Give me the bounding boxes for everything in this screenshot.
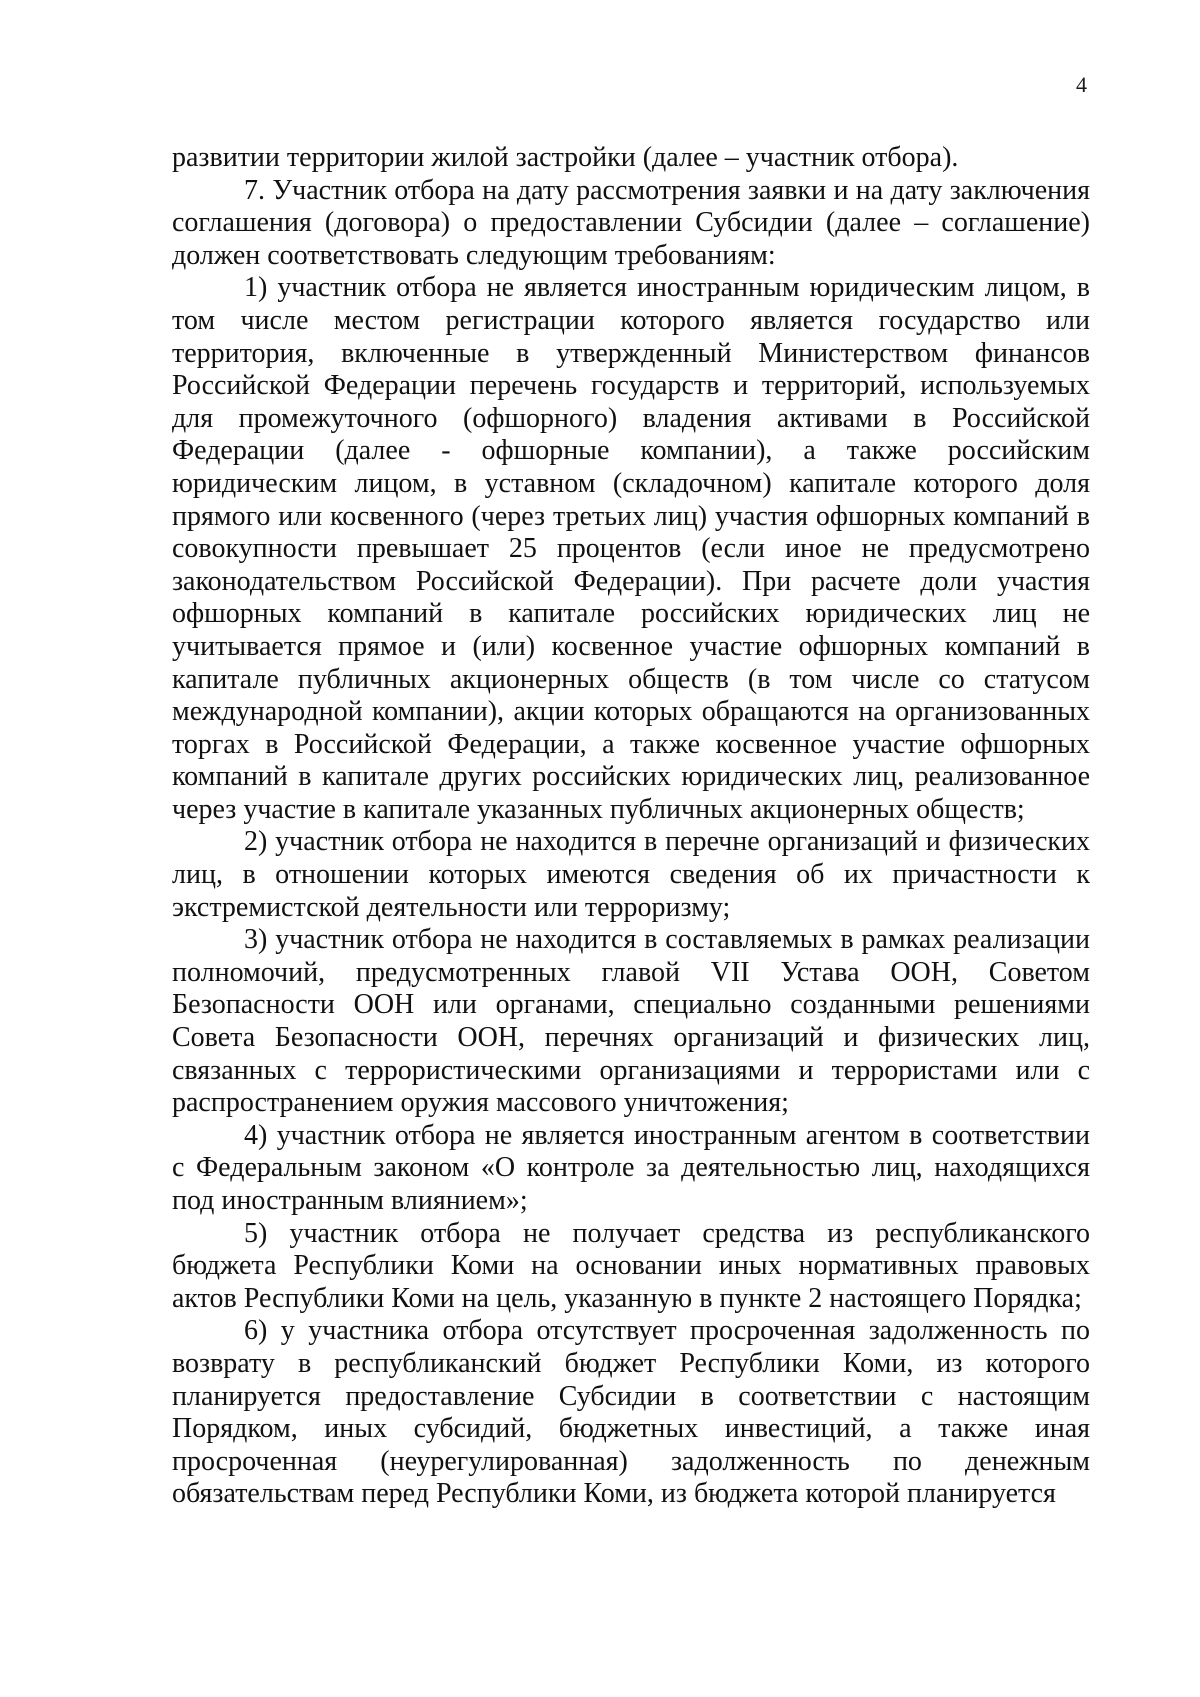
paragraph-requirement-6: 6) у участника отбора отсутствует просроченная задолженность по возврату в республиканский бюджет Республики Коми, из которого планируется предоставление Субсидии в соответствии с настоящим Порядком, иных субсидий, бюджетных инвестиций, а также иная просроченная (неурегулированная) задолженность по денежным обязательствам перед Республики Коми, из бюджета которой планируется xyxy=(172,1315,1090,1510)
document-body xyxy=(172,142,1090,1511)
paragraph-requirement-5: 5) участник отбора не получает средства из республиканского бюджета Республики Коми на основании иных нормативных правовых актов Республики Коми на цель, указанную в пункте 2 настоящего Порядка; xyxy=(172,1217,1090,1314)
paragraph-continuation: развитии территории жилой застройки (далее – участник отбора). xyxy=(172,142,959,173)
paragraph-requirement-2: 2) участник отбора не находится в перечне организаций и физических лиц, в отношении которых имеются сведения об их причастности к экстремистской деятельности или терроризму; xyxy=(172,826,1090,923)
paragraph-requirement-1: 1) участник отбора не является иностранным юридическим лицом, в том числе местом регистрации которого является государство или территория, включенные в утвержденный Министерством финансов Российской Федерации перечень государств и территорий, используемых для промежуточного (офшорного) владения активами в Российской Федерации (далее - офшорные компании), а также российским юридическим лицом, в уставном (складочном) капитале которого доля прямого или косвенного (через третьих лиц) участия офшорных компаний в совокупности превышает 25 процентов (если иное не предусмотрено законодательством Российской Федерации). При расчете доли участия офшорных компаний в капитале российских юридических лиц не учитывается прямое и (или) косвенное участие офшорных компаний в капитале публичных акционерных обществ (в том числе со статусом международной компании), акции которых обращаются на организованных торгах в Российской Федерации, а также косвенное участие офшорных компаний в капитале других российских юридических лиц, реализованное через участие в капитале указанных публичных акционерных обществ; xyxy=(172,272,1090,825)
paragraph-item-7: 7. Участник отбора на дату рассмотрения заявки и на дату заключения соглашения (договора) о предоставлении Субсидии (далее – соглашение) должен соответствовать следующим требованиям: xyxy=(172,174,1090,271)
paragraph-requirement-3: 3) участник отбора не находится в составляемых в рамках реализации полномочий, предусмотренных главой VII Устава ООН, Советом Безопасности ООН или органами, специально созданными решениями Совета Безопасности ООН, перечнях организаций и физических лиц, связанных с террористическими организациями и террористами или с распространением оружия массового уничтожения; xyxy=(172,924,1090,1119)
paragraph-requirement-4: 4) участник отбора не является иностранным агентом в соответствии с Федеральным законом «О контроле за деятельностью лиц, находящихся под иностранным влиянием»; xyxy=(172,1119,1090,1216)
page-number: 4 xyxy=(1076,72,1087,97)
